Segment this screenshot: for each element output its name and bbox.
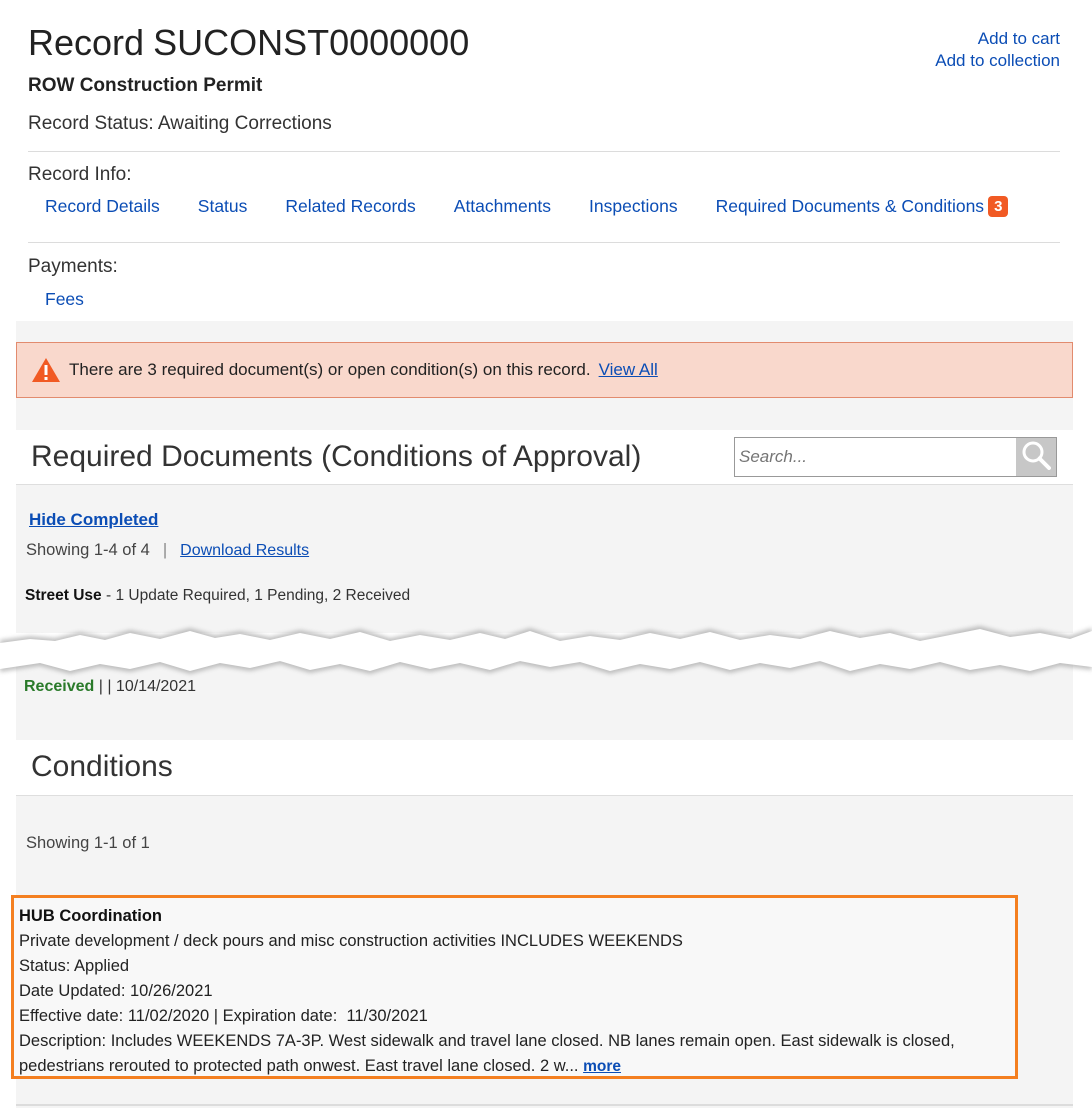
required-docs-header <box>16 430 1073 485</box>
alert-message: There are 3 required document(s) or open condition(s) on this record. <box>69 360 591 379</box>
conditions-body <box>16 796 1073 1108</box>
condition-date-updated: Date Updated: 10/26/2021 <box>19 982 213 1000</box>
tab-status[interactable]: Status <box>197 196 248 216</box>
divider <box>28 242 1060 243</box>
grey-gap <box>16 730 1073 740</box>
warning-icon <box>31 357 61 383</box>
count-badge: 3 <box>988 196 1008 217</box>
received-row <box>24 678 196 696</box>
more-link[interactable]: more <box>583 1058 621 1075</box>
search-box <box>734 437 1057 477</box>
search-input[interactable] <box>735 438 1016 476</box>
condition-status: Status: Applied <box>19 957 130 975</box>
divider <box>16 1104 1073 1106</box>
condition-card <box>11 895 1018 1079</box>
conditions-alert <box>16 342 1073 398</box>
condition-name: HUB Coordination <box>19 907 162 925</box>
conditions-heading: Conditions <box>31 750 173 783</box>
divider <box>28 151 1060 152</box>
condition-description-text: Description: Includes WEEKENDS 7A-3P. West sidewalk and travel lane closed. NB lanes remain open. East sidewalk is closed, pedestrians rerouted to protected path onwest. East travel lane closed. 2 w... <box>19 1032 955 1075</box>
received-label: Received <box>24 678 95 695</box>
conditions-count: Showing 1-1 of 1 <box>26 834 150 852</box>
add-to-collection-link[interactable]: Add to collection <box>935 51 1060 70</box>
search-button[interactable] <box>1016 438 1056 476</box>
add-to-cart-link[interactable]: Add to cart <box>977 29 1060 48</box>
hide-completed-link[interactable]: Hide Completed <box>29 510 159 529</box>
search-icon <box>1021 440 1051 475</box>
condition-dates: Effective date: 11/02/2020 | Expiration date: 11/30/2021 <box>19 1007 428 1025</box>
conditions-header <box>16 740 1073 796</box>
required-docs-body <box>16 485 1073 633</box>
received-date: | | 10/14/2021 <box>98 678 196 695</box>
condition-subtitle: Private development / deck pours and misc construction activities INCLUDES WEEKENDS <box>19 932 683 950</box>
page-title <box>28 22 478 64</box>
record-status: Record Status: Awaiting Corrections <box>28 113 332 134</box>
condition-description <box>19 1029 1019 1079</box>
cart-links <box>935 28 1060 72</box>
payments-label: Payments: <box>28 256 118 277</box>
tab-required-documents[interactable] <box>716 196 1009 217</box>
fees-link[interactable]: Fees <box>45 289 84 309</box>
download-results-link[interactable]: Download Results <box>180 542 310 559</box>
tab-inspections[interactable]: Inspections <box>589 196 678 216</box>
record-info-tabs <box>45 196 1008 217</box>
record-id: SUCONST0000000 <box>153 22 470 63</box>
record-type: ROW Construction Permit <box>28 75 263 96</box>
group-summary: - 1 Update Required, 1 Pending, 2 Received <box>106 587 411 604</box>
torn-edge <box>0 618 1092 678</box>
record-header <box>16 14 1073 321</box>
required-docs-heading: Required Documents (Conditions of Approval) <box>31 440 642 473</box>
tab-record-details[interactable]: Record Details <box>45 196 160 216</box>
tab-required-documents-label: Required Documents & Conditions <box>715 196 985 216</box>
record-info-label: Record Info: <box>28 164 132 185</box>
separator: | <box>162 541 168 559</box>
results-count <box>26 541 309 560</box>
tab-related-records[interactable]: Related Records <box>285 196 416 216</box>
record-title-prefix: Record <box>28 22 145 63</box>
group-name: Street Use <box>25 587 102 604</box>
view-all-link[interactable]: View All <box>598 360 658 379</box>
tab-attachments[interactable]: Attachments <box>453 196 552 216</box>
showing-text: Showing 1-4 of 4 <box>26 541 150 559</box>
street-use-summary <box>25 587 410 605</box>
